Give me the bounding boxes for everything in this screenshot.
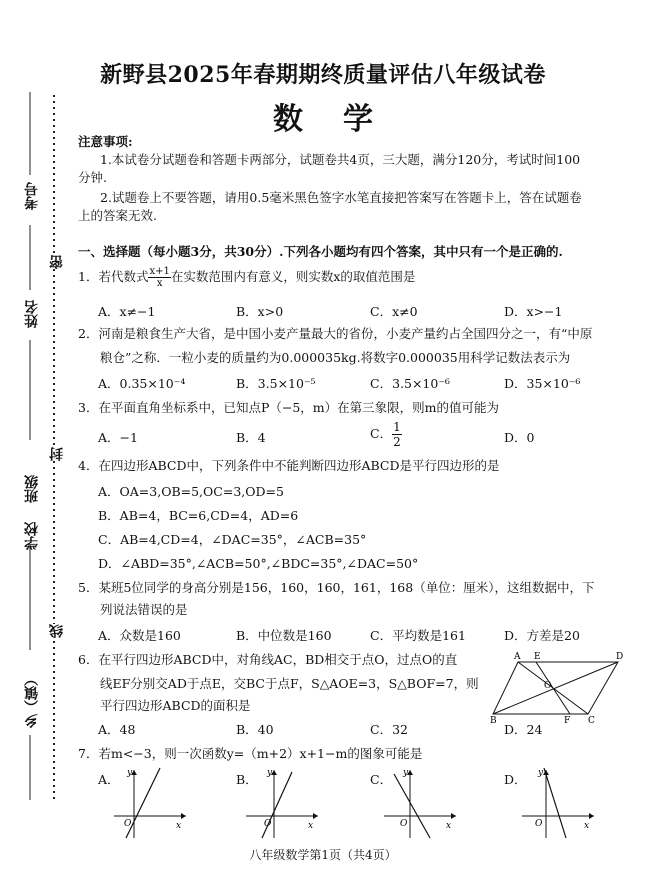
- label-a: A: [514, 652, 521, 662]
- q6-parallelogram-figure: [488, 648, 628, 724]
- notice-item2-a: 2.试题卷上不要答题，请用0.5毫米黑色签字水笔直接把答案写在答题卡上，答在试题卷: [100, 190, 582, 205]
- label-b: B: [490, 716, 497, 724]
- side-label-name: 姓名: [24, 300, 40, 328]
- q6-option-d: D．24: [504, 722, 543, 737]
- q3-option-c-den: 2: [393, 435, 401, 449]
- label-o: O: [544, 681, 552, 691]
- notice-heading: 注意事项:: [78, 134, 133, 149]
- q2-stem-line2: 粮仓”之称．一粒小麦的质量约为0.000035kg.将数字0.000035用科学记数法表示为: [100, 350, 571, 365]
- side-label-school: 学校: [24, 522, 40, 550]
- q1-stem-pre: 1．若代数式: [78, 269, 149, 284]
- q7-option-b: B．: [236, 772, 258, 787]
- graph-a-origin: O: [124, 819, 132, 829]
- q7-option-c: C．: [370, 772, 393, 787]
- seal-char-feng: 封: [49, 447, 65, 461]
- exam-title: 新野县2025年春期期终质量评估八年级试卷: [100, 62, 546, 88]
- q7-stem: 7．若m<−3，则一次函数y=（m+2）x+1−m的图象可能是: [78, 746, 423, 761]
- graph-b-origin: O: [264, 819, 272, 829]
- q2-option-b: B．3.5×10⁻⁵: [236, 376, 316, 391]
- section1-heading: 一、选择题（每小题3分，共30分）.下列各小题均有四个答案，其中只有一个是正确的.: [78, 244, 563, 259]
- binding-strip: [0, 0, 65, 874]
- q7-option-a: A．: [98, 772, 120, 787]
- q1-stem: [78, 266, 415, 289]
- q4-stem: 4．在四边形ABCD中，下列条件中不能判断四边形ABCD是平行四边形的是: [78, 458, 500, 473]
- q2-stem-line1: 2．河南是粮食生产大省，是中国小麦产量最大的省份，小麦产量约占全国四分之一，有“中原: [78, 326, 593, 341]
- q2-option-a: A．0.35×10⁻⁴: [98, 376, 186, 391]
- graph-c-y-label: y: [403, 768, 409, 778]
- q1-fraction: [148, 266, 170, 289]
- q1-frac-den: x: [156, 278, 163, 289]
- label-d: D: [616, 652, 624, 662]
- q5-option-c: C．平均数是161: [370, 628, 466, 643]
- label-e: E: [534, 652, 541, 662]
- q4-option-c: C．AB=4,CD=4，∠DAC=35°，∠ACB=35°: [98, 532, 367, 547]
- diagonal-bd: [493, 662, 618, 714]
- q4-option-b: B．AB=4，BC=6,CD=4，AD=6: [98, 508, 299, 523]
- q7-graph-d: [518, 766, 598, 840]
- q6-option-b: B．40: [236, 722, 274, 737]
- q2-option-c: C．3.5×10⁻⁶: [370, 376, 450, 391]
- page-footer: 八年级数学第1页（共4页）: [249, 848, 397, 862]
- q7-graph-c: [380, 766, 460, 840]
- q3-stem: 3．在平面直角坐标系中，已知点P（−5，m）在第三象限，则m的值可能为: [78, 400, 499, 415]
- line-ef: [536, 662, 570, 714]
- binding-lines: [0, 0, 62, 874]
- q1-option-a: A．x≠−1: [98, 304, 156, 319]
- q3-option-c-fraction: [392, 420, 402, 449]
- graph-d-y-label: y: [538, 768, 544, 778]
- q7-option-d: D．: [504, 772, 527, 787]
- graph-b-x-label: x: [308, 821, 314, 831]
- q6-stem-line3: 平行四边形ABCD的面积是: [100, 698, 251, 713]
- q3-option-a: A．−1: [98, 430, 138, 445]
- q7-graph-a: [110, 766, 190, 840]
- q3-option-c-prefix: C．: [370, 426, 393, 441]
- notice-item2-b: 上的答案无效.: [78, 208, 157, 223]
- graph-d-x-label: x: [584, 821, 590, 831]
- seal-char-xian: 线: [49, 624, 65, 638]
- label-c: C: [588, 716, 595, 724]
- side-label-exam-number: 考号: [24, 182, 40, 210]
- graph-a-y-label: y: [127, 768, 133, 778]
- q4-option-a: A．OA=3,OB=5,OC=3,OD=5: [98, 484, 284, 499]
- subject-title: 数学: [273, 102, 413, 137]
- q4-option-d: D．∠ABD=35°,∠ACB=50°,∠BDC=35°,∠DAC=50°: [98, 556, 419, 571]
- label-f: F: [564, 716, 571, 724]
- graph-b-y-label: y: [267, 768, 273, 778]
- q2-option-d: D．35×10⁻⁶: [504, 376, 581, 391]
- q3-option-c-num: 1: [393, 420, 401, 434]
- notice-item1-a: 1.本试卷分试题卷和答题卡两部分，试题卷共4页，三大题，满分120分，考试时间100: [100, 152, 581, 167]
- graph-a-x-label: x: [176, 821, 182, 831]
- graph-d-origin: O: [535, 819, 543, 829]
- graph-c-x-label: x: [446, 821, 452, 831]
- q6-stem-line1: 6．在平行四边形ABCD中，对角线AC，BD相交于点O，过点O的直: [78, 652, 458, 667]
- q5-option-d: D．方差是20: [504, 628, 580, 643]
- q1-stem-post: 在实数范围内有意义，则实数x的取值范围是: [170, 269, 416, 284]
- q5-option-a: A．众数是160: [98, 628, 181, 643]
- q5-option-b: B．中位数是160: [236, 628, 332, 643]
- q1-frac-num: x+1: [149, 266, 170, 277]
- graph-c-origin: O: [400, 819, 408, 829]
- q6-stem-line2: 线EF分别交AD于点E，交BC于点F，S△AOE=3，S△BOF=7，则: [100, 676, 479, 691]
- side-label-town: 乡（镇）: [24, 672, 40, 728]
- q3-option-c: [370, 420, 402, 449]
- q3-option-b: B．4: [236, 430, 266, 445]
- q7-graph-b: [242, 766, 322, 840]
- q6-option-a: A．48: [98, 722, 136, 737]
- seal-char-mi: 密: [49, 255, 65, 269]
- q5-stem-line2: 列说法错误的是: [100, 602, 188, 617]
- q3-option-d: D．0: [504, 430, 535, 445]
- q5-stem-line1: 5．某班5位同学的身高分别是156，160，160，161，168（单位：厘米），这组数据中，下: [78, 580, 595, 595]
- q1-option-b: B．x>0: [236, 304, 284, 319]
- q6-option-c: C．32: [370, 722, 408, 737]
- notice-item1-b: 分钟.: [78, 170, 107, 185]
- q1-option-d: D．x>−1: [504, 304, 563, 319]
- graph-d-line: [544, 768, 566, 838]
- q1-option-c: C．x≠0: [370, 304, 418, 319]
- side-label-class: 班级: [24, 475, 40, 503]
